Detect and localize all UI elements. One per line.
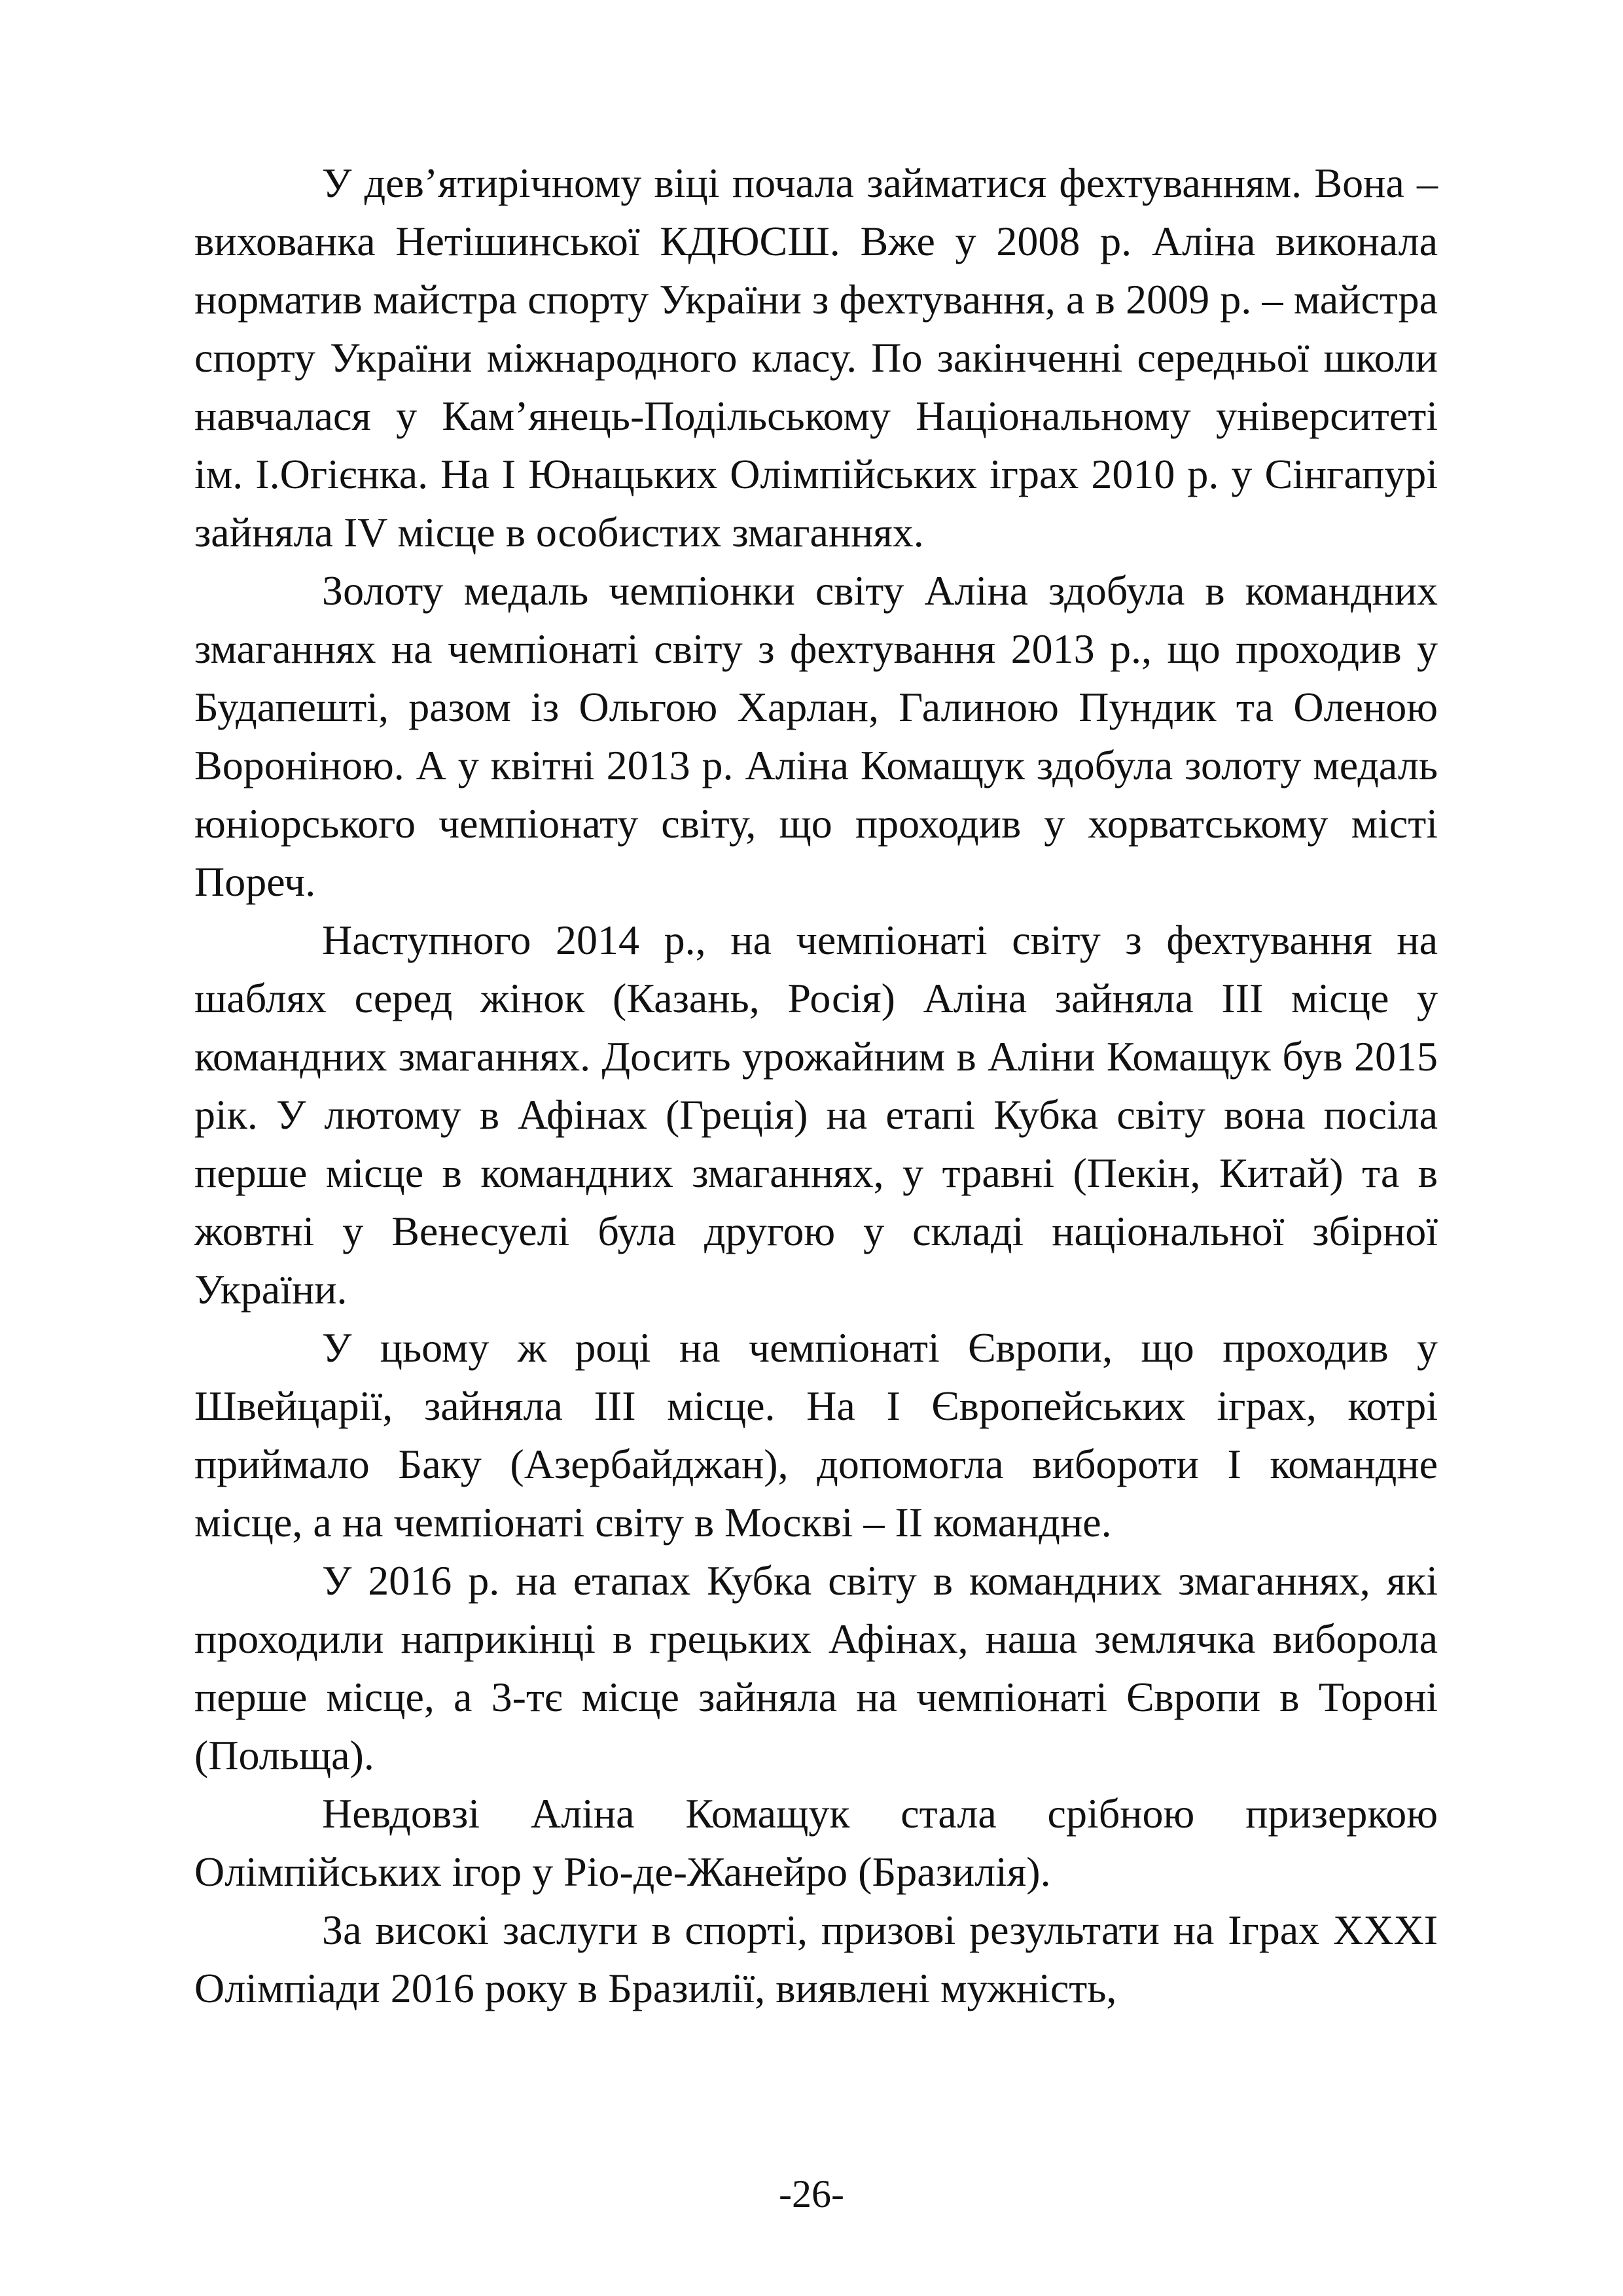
body-text — [194, 154, 1438, 2017]
paragraph-4: У цьому ж році на чемпіонаті Європи, що проходив у Швейцарії, зайняла ІІІ місце. На І Європейських іграх, котрі приймало Баку (Азербайджан), допомогла вибороти І командне місце, а на чемпіонаті світу в Москві – ІІ командне. — [194, 1324, 1438, 1545]
paragraph-2: Золоту медаль чемпіонки світу Аліна здобула в командних змаганнях на чемпіонаті світу з фехтування 2013 р., що проходив у Будапешті, разом із Ольгою Харлан, Галиною Пундик та Оленою Вороніною. А у квітні 2013 р. Аліна Комащук здобула золоту медаль юніорського чемпіонату світу, що проходив у хорватському місті Пореч. — [194, 567, 1438, 905]
paragraph-1: У дев’ятирічному віці почала займатися фехтуванням. Вона – вихованка Нетішинської КДЮСШ. Вже у 2008 р. Аліна виконала норматив майстра спорту України з фехтування, а в 2009 р. – майстра спорту України міжнародного класу. По закінченні середньої школи навчалася у Кам’янець-Подільському Національному університеті ім. І.Огієнка. На І Юнацьких Олімпійських іграх 2010 р. у Сінгапурі зайняла IV місце в особистих змаганнях. — [194, 160, 1438, 556]
paragraph-6: Невдовзі Аліна Комащук стала срібною призеркою Олімпійських ігор у Ріо-де-Жанейро (Бразилія). — [194, 1790, 1438, 1895]
paragraph-5: У 2016 р. на етапах Кубка світу в командних змаганнях, які проходили наприкінці в грецьких Афінах, наша землячка виборола перше місце, а 3-тє місце зайняла на чемпіонаті Європи в Тороні (Польща). — [194, 1557, 1438, 1778]
paragraph-7: За високі заслуги в спорті, призові результати на Іграх XXXI Олімпіади 2016 року в Бразилії, виявлені мужність, — [194, 1907, 1438, 2011]
paragraph-3: Наступного 2014 р., на чемпіонаті світу з фехтування на шаблях серед жінок (Казань, Росія) Аліна зайняла ІІІ місце у командних змаганнях. Досить урожайним в Аліни Комащук був 2015 рік. У лютому в Афінах (Греція) на етапі Кубка світу вона посіла перше місце в командних змаганнях, у травні (Пекін, Китай) та в жовтні у Венесуелі була другою у складі національної збірної України. — [194, 917, 1438, 1313]
page-number: -26- — [779, 2172, 844, 2216]
